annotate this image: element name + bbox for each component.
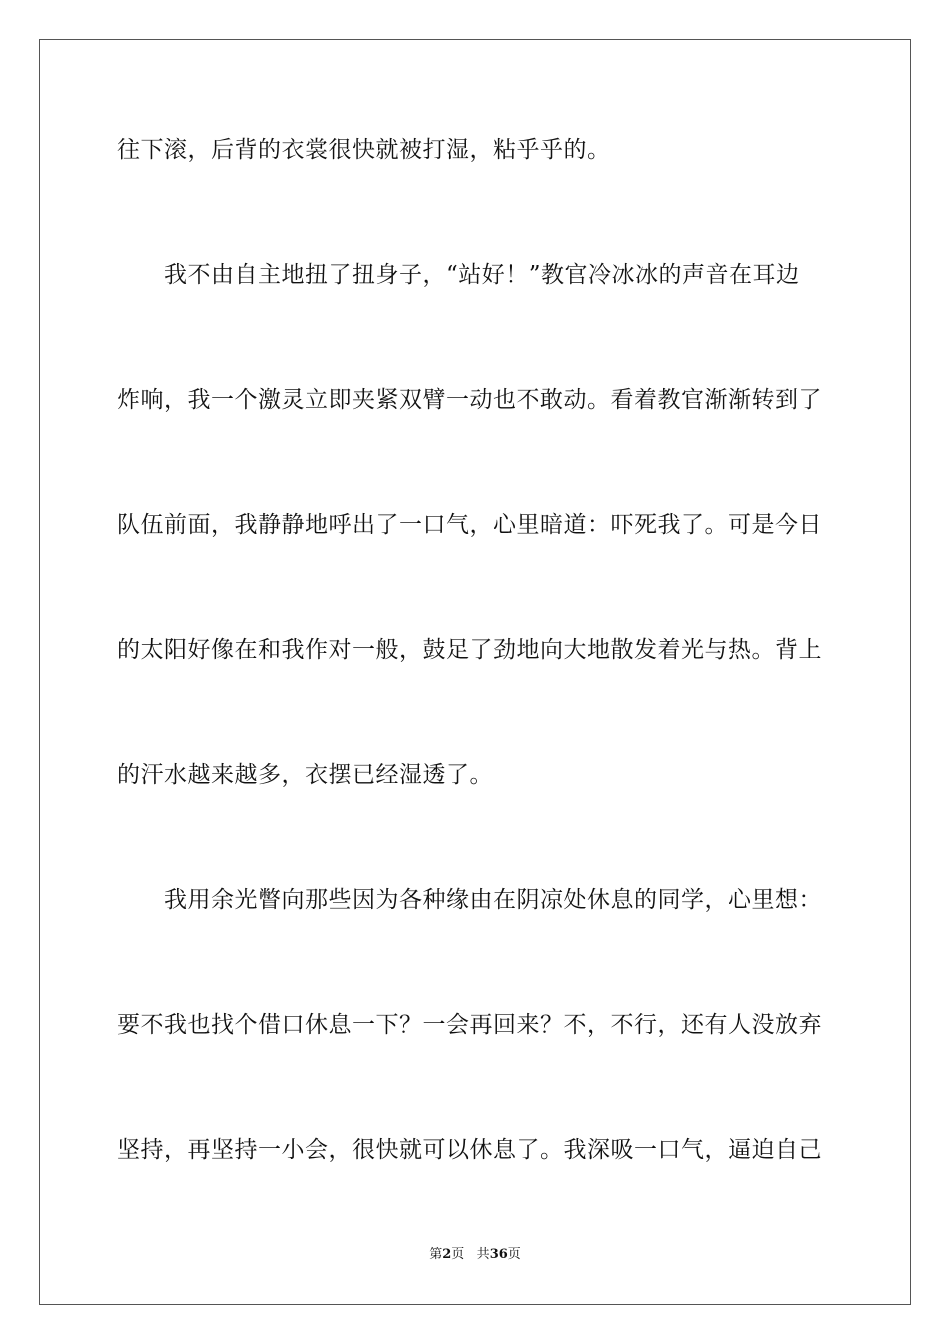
body-text-line: 我不由自主地扭了扭身子，“站好！”教官冷冰冰的声音在耳边 bbox=[117, 262, 800, 288]
body-text-line: 队伍前面，我静静地呼出了一口气，心里暗道：吓死我了。可是今日 bbox=[117, 512, 822, 538]
body-text-line: 的太阳好像在和我作对一般，鼓足了劲地向大地散发着光与热。背上 bbox=[117, 637, 822, 663]
footer-page-number: 2 bbox=[442, 1247, 452, 1262]
footer-page-prefix: 第 bbox=[429, 1247, 443, 1262]
page-footer bbox=[0, 1247, 950, 1263]
body-text-line: 坚持，再坚持一小会，很快就可以休息了。我深吸一口气，逼迫自己 bbox=[117, 1137, 822, 1163]
body-text-line: 炸响，我一个激灵立即夹紧双臂一动也不敢动。看着教官渐渐转到了 bbox=[117, 387, 822, 413]
footer-total-pages: 36 bbox=[489, 1247, 508, 1262]
body-text-line: 要不我也找个借口休息一下？一会再回来？不，不行，还有人没放弃 bbox=[117, 1012, 822, 1038]
body-text-line: 我用余光瞥向那些因为各种缘由在阴凉处休息的同学，心里想： bbox=[117, 887, 822, 913]
footer-page-suffix: 页 bbox=[451, 1247, 465, 1262]
body-text-line: 往下滚，后背的衣裳很快就被打湿，粘乎乎的。 bbox=[117, 137, 611, 163]
footer-total-suffix: 页 bbox=[507, 1247, 521, 1262]
page-border bbox=[39, 39, 911, 1305]
footer-total-prefix: 共 bbox=[476, 1247, 490, 1262]
body-text-line: 的汗水越来越多，衣摆已经湿透了。 bbox=[117, 762, 493, 788]
